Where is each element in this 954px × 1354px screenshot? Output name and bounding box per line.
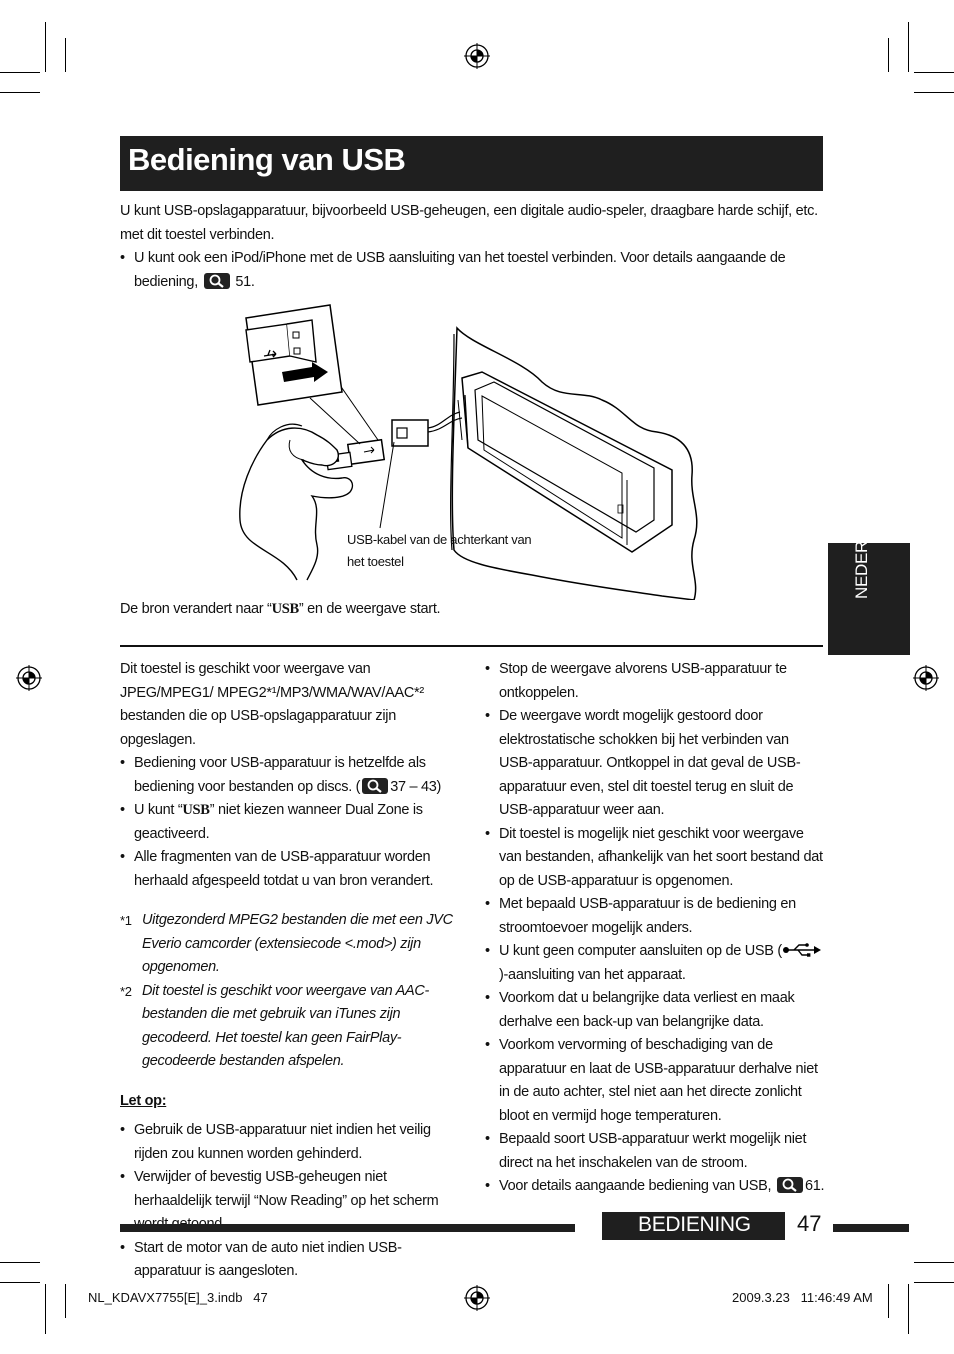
footnote-text: Dit toestel is geschikt voor weergave van AAC-bestanden die met gebruik van iTunes zijn gecodeerd. Het toestel kan geen FairPlay-gecodeerde bestanden afspelen. (142, 982, 430, 1069)
list-item (120, 1237, 465, 1284)
footnote-mark: *1 (120, 913, 132, 928)
footnote-mark: *2 (120, 983, 132, 999)
magnifier-reference-icon (362, 778, 388, 794)
intro-paragraph: U kunt USB-opslagapparatuur, bijvoorbeeld USB-geheugen, een digitale audio-speler, draagbare harde schijf, etc. met dit toestel verbinden. (120, 203, 818, 243)
compatibility-paragraph: Dit toestel is geschikt voor weergave van JPEG/MPEG1/ MPEG2*¹/MP3/WMA/WAV/AAC*² bestanden die op USB-opslagapparatuur zijn opgeslagen. (120, 661, 424, 748)
source-line-after: ” en de weergave start. (298, 601, 441, 617)
usb-indicator: USB (182, 802, 210, 818)
source-line-before: De bron verandert naar “ (120, 601, 272, 617)
list-item-text: Start de motor van de auto niet indien USB-apparatuur is aangesloten. (134, 1239, 402, 1279)
intro-bullet-text: U kunt ook een iPod/iPhone met de USB aansluiting van het toestel verbinden. Voor details aangaande de bediening, (134, 250, 786, 290)
magnifier-reference-icon (777, 1177, 803, 1193)
registration-mark-icon (464, 1285, 490, 1311)
list-item-text: U kunt geen computer aansluiten op de USB ( (499, 943, 782, 959)
list-item (485, 823, 825, 894)
page-number: 47 (797, 1211, 822, 1236)
section-tab (602, 1212, 785, 1240)
language-tab-label: NEDERLANDS (852, 485, 871, 599)
list-item-ref: 37 – 43) (390, 778, 442, 795)
list-item-text: U kunt “ (134, 802, 183, 818)
title-bar (120, 136, 823, 191)
footnotes (120, 909, 465, 1074)
list-item (485, 1175, 825, 1199)
list-item (485, 705, 825, 823)
list-item (120, 846, 465, 893)
registration-mark-icon (16, 665, 42, 691)
list-item-text: Verwijder of bevestig USB-geheugen niet herhaaldelijk terwijl “Now Reading” op het scherm (134, 1169, 439, 1209)
list-item (485, 893, 825, 940)
list-item-text: De weergave wordt mogelijk gestoord door elektrostatische schokken bij het verbinden van USB-apparatuur. Ontkoppel in dat geval de USB-apparatuur even, stel dit toestel terug en sluit de USB-apparatuur weer aan. (499, 708, 801, 818)
magnifier-reference-icon (204, 273, 230, 289)
list-item-text: Bepaald soort USB-apparatuur werkt mogelijk niet direct na het inschakelen van de stroom. (499, 1131, 807, 1171)
left-column (120, 658, 465, 1284)
list-item (120, 752, 465, 799)
list-item-text: Voorkom dat u belangrijke data verliest en maak derhalve een back-up van belangrijke data. (499, 990, 795, 1030)
list-item (485, 1128, 825, 1175)
usb-indicator: USB (271, 601, 299, 617)
figure-caption: USB-kabel van de achterkant van het toestel (347, 532, 532, 569)
list-item-text: Bediening voor USB-apparatuur is hetzelfde als bediening voor bestanden op discs. ( (134, 755, 426, 795)
list-item-text: Stop de weergave alvorens USB-apparatuur te ontkoppelen. (499, 661, 787, 701)
list-item (485, 987, 825, 1034)
list-item-text: Dit toestel is mogelijk niet geschikt voor weergave van bestanden, afhankelijk van het soort bestand dat op de USB-apparatuur is opgenomen. (499, 825, 823, 889)
source-line (120, 598, 440, 622)
page-title: Bediening van USB (128, 142, 406, 177)
list-item-text: )-aansluiting van het apparaat. (499, 966, 686, 983)
list-item (120, 1119, 465, 1166)
footnote-text: Uitgezonderd MPEG2 bestanden die met een JVC Everio camcorder (extensiecode <.mod>) zijn opgenomen. (142, 912, 453, 975)
list-item (485, 940, 825, 987)
right-column (485, 658, 825, 1199)
footnote (120, 909, 465, 980)
footer-rule-left (120, 1224, 575, 1232)
caution-heading: Let op: (120, 1092, 167, 1109)
section-tab-label: BEDIENING (638, 1213, 751, 1236)
list-item-text: ” niet kiezen wanneer Dual Zone is geactiveerd. (134, 802, 423, 842)
language-tab (828, 485, 910, 655)
list-item-text: Gebruik de USB-apparatuur niet indien het veilig rijden zou kunnen worden gehinderd. (134, 1122, 431, 1162)
list-item (120, 799, 465, 846)
intro-bullet (120, 247, 820, 294)
registration-mark-icon (913, 665, 939, 691)
list-item-text: Alle fragmenten van de USB-apparatuur worden herhaald afgespeeld totdat u van bron verandert. (134, 849, 434, 889)
list-item-text: Met bepaald USB-apparatuur is de bediening en stroomtoevoer mogelijk anders. (499, 896, 796, 936)
footnote (120, 980, 465, 1074)
usb-symbol-icon (782, 943, 822, 957)
list-item (485, 658, 825, 705)
list-item (485, 1034, 825, 1128)
print-file-info: NL_KDAVX7755[E]_3.indb 47 (88, 1290, 268, 1305)
intro-section (120, 200, 820, 294)
intro-bullet-ref: 51. (235, 273, 255, 290)
list-item-text: Voor details aangaande bediening van USB, (499, 1178, 772, 1194)
list-item-ref: 61. (805, 1178, 825, 1194)
footer-rule-right (833, 1224, 909, 1232)
list-item-text: Voorkom vervorming of beschadiging van de apparatuur en laat de USB-apparatuur derhalve niet in de auto achter, stel niet aan het directe zonlicht bloot en vermijd hoge temperaturen. (499, 1037, 818, 1124)
registration-mark-icon (464, 43, 490, 69)
section-divider (120, 645, 823, 647)
print-timestamp: 2009.3.23 11:46:49 AM (732, 1290, 873, 1305)
